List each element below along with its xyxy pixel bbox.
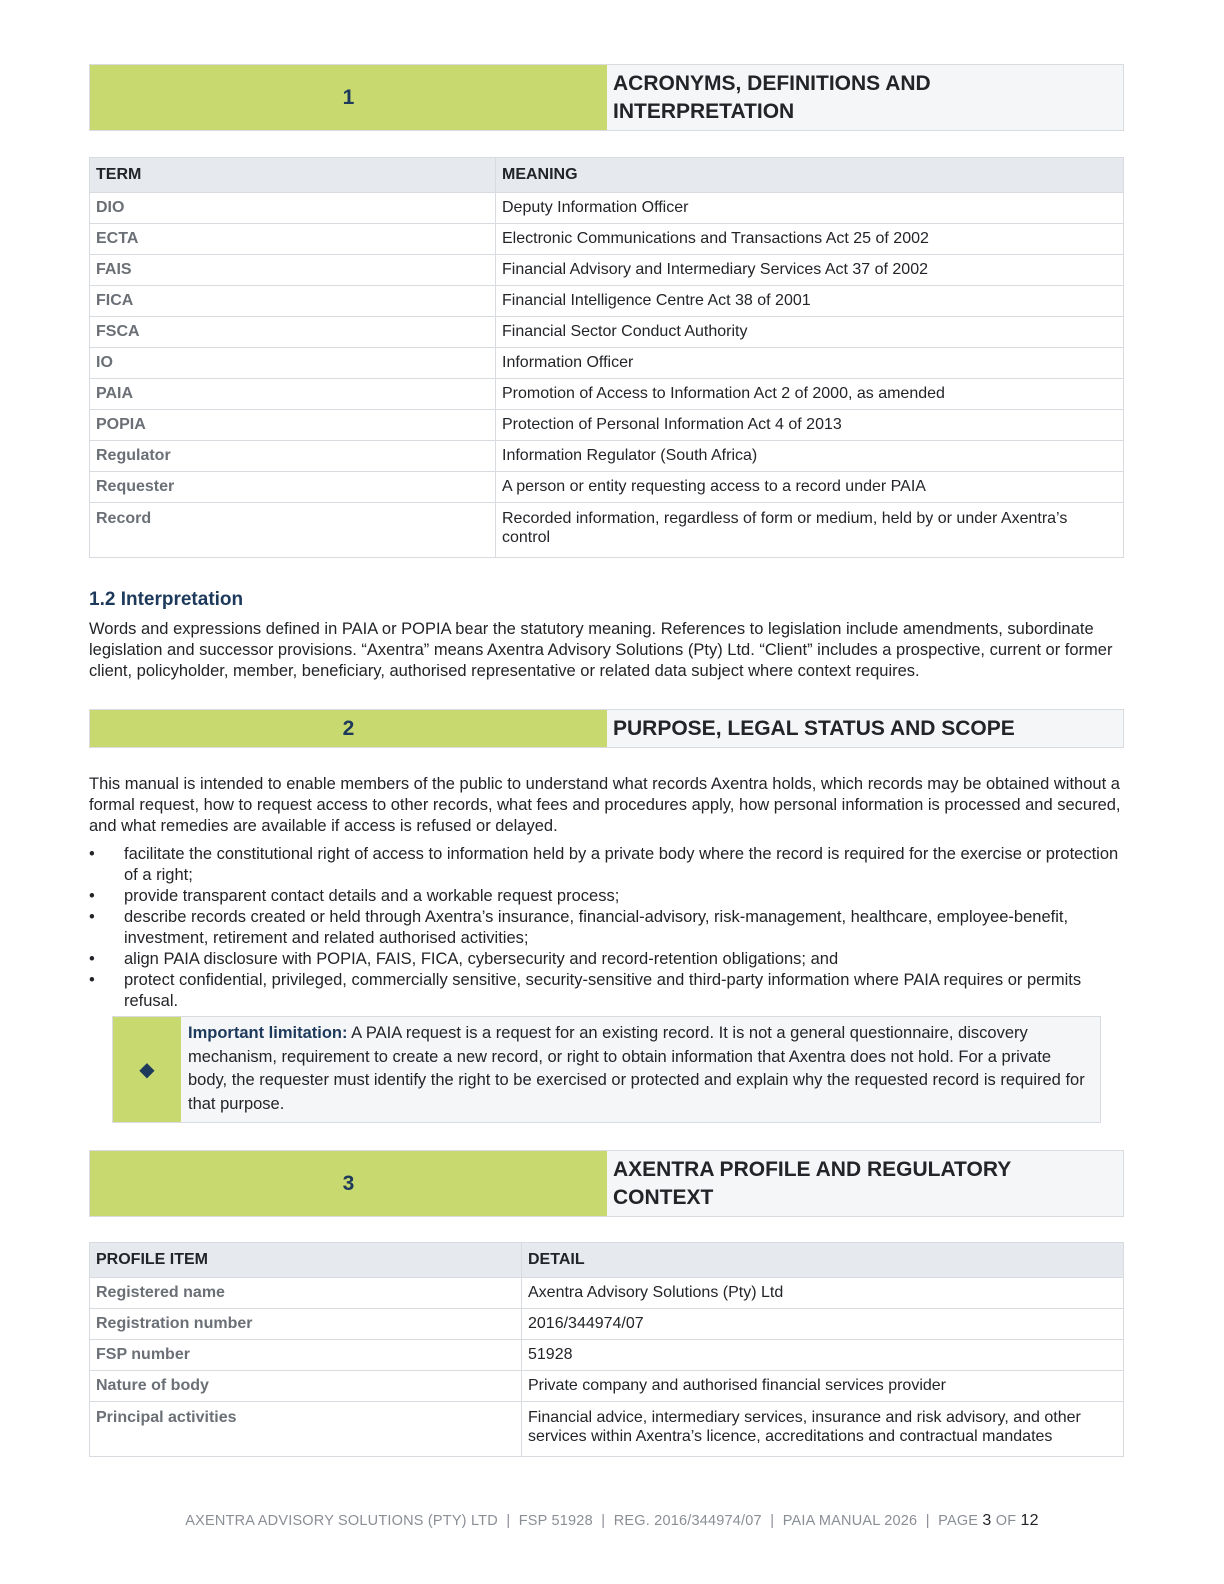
table-row: [90, 317, 1124, 348]
list-item-text: provide transparent contact details and a workable request process;: [124, 887, 620, 905]
list-item: [89, 844, 1124, 886]
column-header-detail: DETAIL: [522, 1243, 1124, 1278]
profile-item-cell: Principal activities: [90, 1402, 522, 1457]
table-row: [90, 472, 1124, 503]
bullet-icon: •: [89, 887, 95, 905]
table-row: [90, 348, 1124, 379]
term-cell: Record: [90, 503, 496, 558]
section-1-title: ACRONYMS, DEFINITIONS AND INTERPRETATION: [607, 65, 1123, 130]
profile-detail-cell: Axentra Advisory Solutions (Pty) Ltd: [522, 1278, 1124, 1309]
table-row: [90, 441, 1124, 472]
meaning-cell: Deputy Information Officer: [496, 193, 1124, 224]
list-item: [89, 949, 1124, 970]
section-1-number: 1: [90, 65, 607, 130]
footer-text: AXENTRA ADVISORY SOLUTIONS (PTY) LTD | FSP 51928 | REG. 2016/344974/07 | PAIA MANUAL 2026 | PAGE: [185, 1513, 983, 1529]
bullet-icon: •: [89, 908, 95, 926]
interpretation-paragraph: Words and expressions defined in PAIA or POPIA bear the statutory meaning. References to legislation include amendments, subordinate legislation and successor provisions. “Axentra” means Axentra Advisory Solutions (Pty) Ltd. “Client” includes a prospective, current or former client, policyholder, member, beneficiary, authorised representative or related data subject where context requires.: [89, 620, 1113, 680]
bullet-icon: •: [89, 845, 95, 863]
section-2-header: [89, 709, 1124, 748]
term-cell: ECTA: [90, 224, 496, 255]
meaning-cell: Information Regulator (South Africa): [496, 441, 1124, 472]
term-cell: DIO: [90, 193, 496, 224]
meaning-cell: Financial Sector Conduct Authority: [496, 317, 1124, 348]
table-row: [90, 503, 1124, 558]
page-number: 3: [982, 1512, 992, 1529]
important-limitation-callout: [112, 1016, 1101, 1123]
table-row: [90, 1309, 1124, 1340]
table-row: [90, 1278, 1124, 1309]
bullet-icon: •: [89, 950, 95, 968]
purpose-bullet-list: [89, 844, 1124, 1012]
meaning-cell: Recorded information, regardless of form or medium, held by or under Axentra’s control: [496, 503, 1124, 558]
meaning-cell: Information Officer: [496, 348, 1124, 379]
table-row: [90, 410, 1124, 441]
term-cell: PAIA: [90, 379, 496, 410]
table-header-row: [90, 1243, 1124, 1278]
list-item-text: align PAIA disclosure with POPIA, FAIS, FICA, cybersecurity and record-retention obligations; and: [124, 950, 839, 968]
profile-detail-cell: 51928: [522, 1340, 1124, 1371]
profile-item-cell: Registration number: [90, 1309, 522, 1340]
table-row: [90, 255, 1124, 286]
section-2-number: 2: [90, 710, 607, 747]
profile-detail-cell: Private company and authorised financial services provider: [522, 1371, 1124, 1402]
callout-text: [181, 1017, 1100, 1122]
section-3-number: 3: [90, 1151, 607, 1216]
meaning-cell: Protection of Personal Information Act 4 of 2013: [496, 410, 1124, 441]
table-row: [90, 1340, 1124, 1371]
list-item-text: protect confidential, privileged, commercially sensitive, security-sensitive and third-party information where PAIA requires or permits refusal.: [124, 971, 1082, 1010]
table-row: [90, 224, 1124, 255]
footer-of: OF: [991, 1513, 1021, 1529]
page-total: 12: [1020, 1512, 1039, 1529]
meaning-cell: Promotion of Access to Information Act 2 of 2000, as amended: [496, 379, 1124, 410]
table-row: [90, 193, 1124, 224]
purpose-paragraph: This manual is intended to enable members of the public to understand what records Axentra holds, which records may be obtained without a formal request, how to request access to other records, what fees and procedures apply, how personal information is processed and secured, and what remedies are available if access is refused or delayed.: [89, 775, 1121, 835]
term-cell: FAIS: [90, 255, 496, 286]
column-header-meaning: MEANING: [496, 158, 1124, 193]
table-header-row: [90, 158, 1124, 193]
callout-body-text: A PAIA request is a request for an existing record. It is not a general questionnaire, discovery mechanism, requirement to create a new record, or right to obtain information that Axentra does not hold. For a private body, the requester must identify the right to be exercised or protected and explain why the requested record is required for that purpose.: [188, 1024, 1085, 1113]
section-3-header: [89, 1150, 1124, 1217]
profile-item-cell: Registered name: [90, 1278, 522, 1309]
profile-item-cell: Nature of body: [90, 1371, 522, 1402]
table-row: [90, 379, 1124, 410]
profile-detail-cell: 2016/344974/07: [522, 1309, 1124, 1340]
term-cell: Requester: [90, 472, 496, 503]
diamond-icon: ◆: [113, 1017, 181, 1122]
meaning-cell: Financial Advisory and Intermediary Services Act 37 of 2002: [496, 255, 1124, 286]
bullet-icon: •: [89, 971, 95, 989]
section-3-title: AXENTRA PROFILE AND REGULATORY CONTEXT: [607, 1151, 1123, 1216]
term-cell: Regulator: [90, 441, 496, 472]
term-cell: FSCA: [90, 317, 496, 348]
section-1-header: [89, 64, 1124, 131]
table-row: [90, 1371, 1124, 1402]
column-header-profile-item: PROFILE ITEM: [90, 1243, 522, 1278]
page-footer: [0, 1512, 1224, 1530]
list-item-text: facilitate the constitutional right of access to information held by a private body where the record is required for the exercise or protection of a right;: [124, 845, 1119, 884]
profile-detail-cell: Financial advice, intermediary services, insurance and risk advisory, and other services within Axentra’s licence, accreditations and contractual mandates: [522, 1402, 1124, 1457]
term-cell: FICA: [90, 286, 496, 317]
meaning-cell: A person or entity requesting access to a record under PAIA: [496, 472, 1124, 503]
list-item-text: describe records created or held through Axentra’s insurance, financial-advisory, risk-management, healthcare, employee-benefit, investment, retirement and related authorised activities;: [124, 908, 1069, 947]
callout-lead: Important limitation:: [188, 1024, 348, 1042]
column-header-term: TERM: [90, 158, 496, 193]
meaning-cell: Electronic Communications and Transactions Act 25 of 2002: [496, 224, 1124, 255]
definitions-table: [89, 157, 1124, 558]
section-2-title: PURPOSE, LEGAL STATUS AND SCOPE: [607, 710, 1123, 747]
profile-item-cell: FSP number: [90, 1340, 522, 1371]
list-item: [89, 970, 1124, 1012]
table-row: [90, 286, 1124, 317]
term-cell: POPIA: [90, 410, 496, 441]
list-item: [89, 886, 1124, 907]
term-cell: IO: [90, 348, 496, 379]
meaning-cell: Financial Intelligence Centre Act 38 of 2001: [496, 286, 1124, 317]
list-item: [89, 907, 1124, 949]
table-row: [90, 1402, 1124, 1457]
interpretation-heading: 1.2 Interpretation: [89, 589, 244, 610]
profile-table: [89, 1242, 1124, 1457]
